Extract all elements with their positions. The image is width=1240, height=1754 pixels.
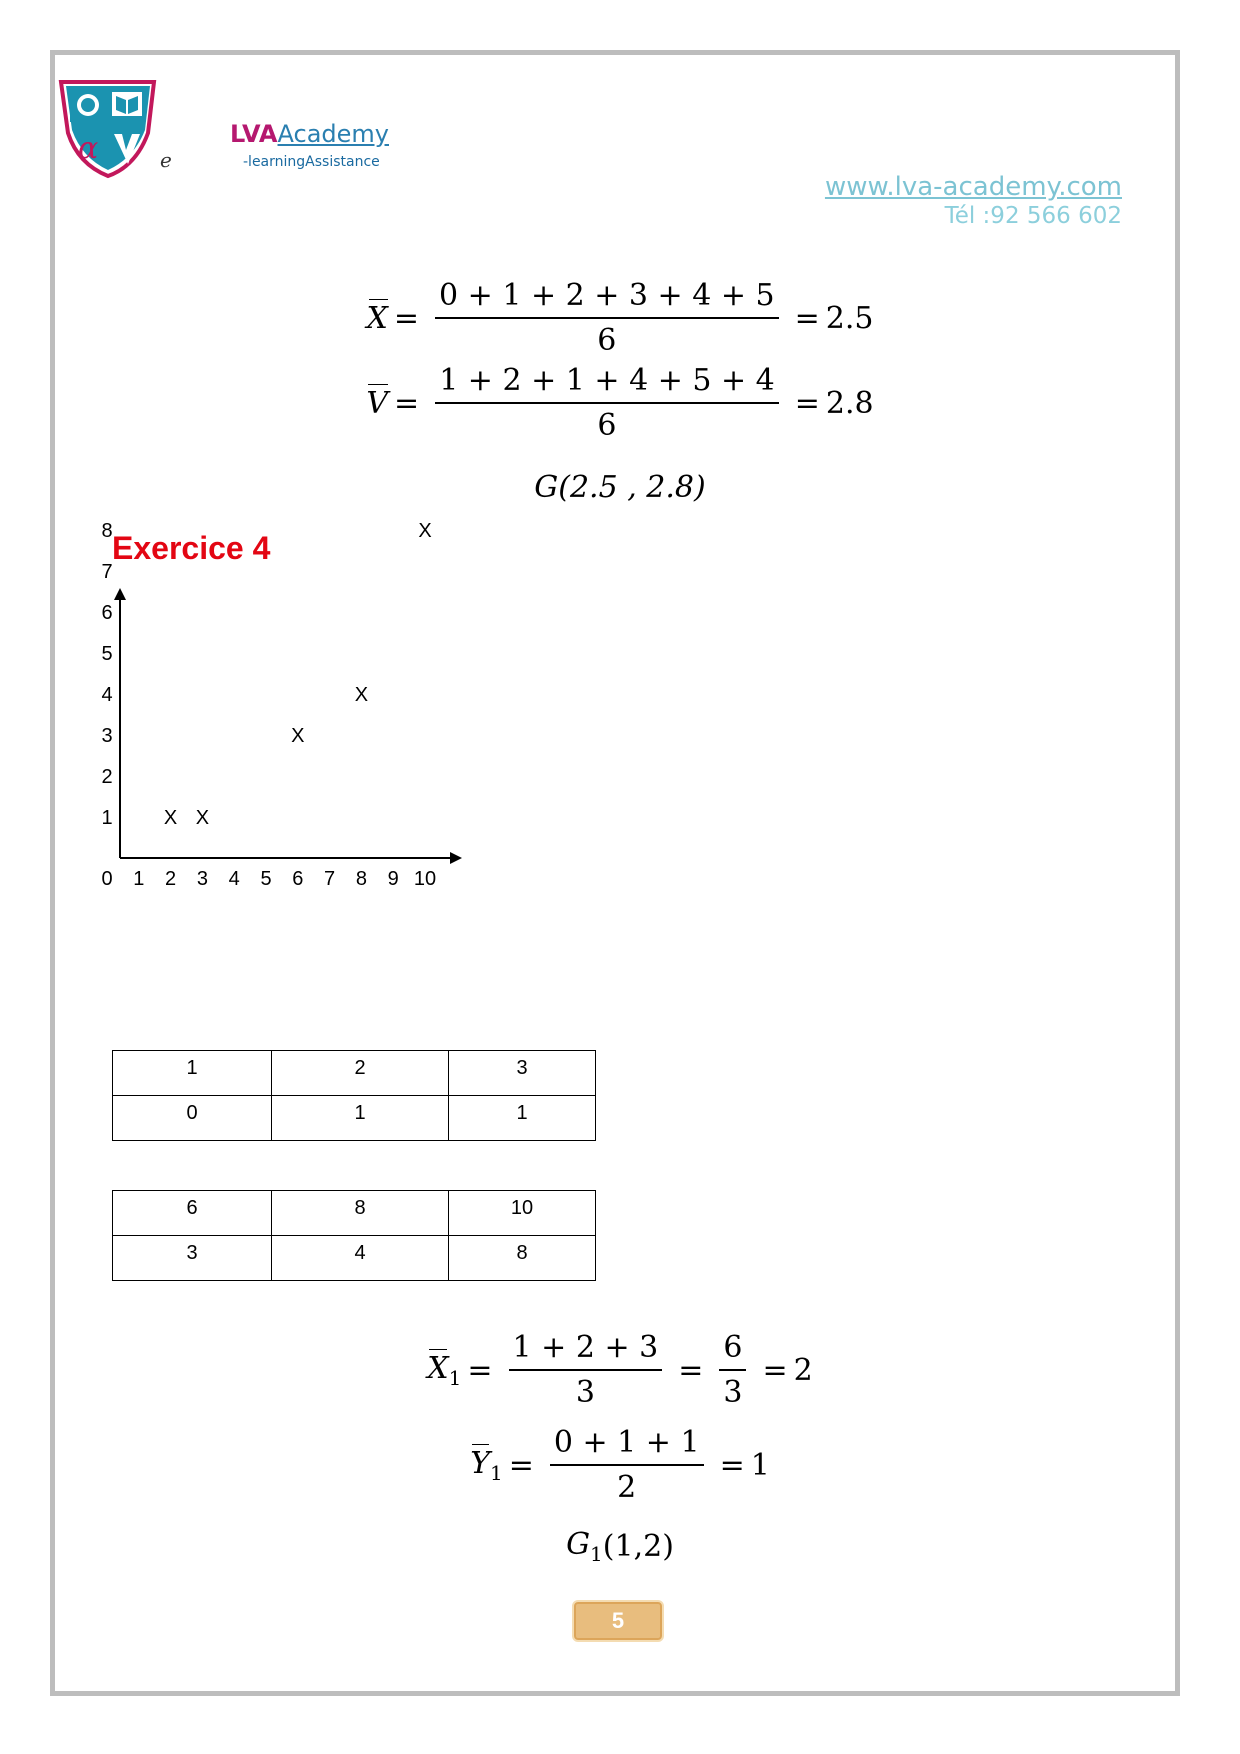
point-g-text: G(2.5 , 2.8) bbox=[534, 470, 706, 505]
x-tick-label: 8 bbox=[355, 868, 367, 890]
brand-prefix: LVA bbox=[230, 120, 278, 148]
equals-sign: = bbox=[719, 1447, 745, 1483]
data-table-1 bbox=[112, 1050, 596, 1141]
data-table-2 bbox=[112, 1190, 596, 1281]
equals-sign: = bbox=[794, 300, 820, 336]
table-row bbox=[113, 1236, 596, 1281]
equation-y1-bar bbox=[0, 1425, 1240, 1505]
result: 2 bbox=[793, 1352, 813, 1388]
point-g1 bbox=[0, 1527, 1240, 1566]
data-point: X bbox=[195, 807, 210, 829]
table-cell: 1 bbox=[113, 1051, 272, 1096]
equals-sign: = bbox=[394, 385, 420, 421]
table-row bbox=[113, 1051, 596, 1096]
brand-suffix[interactable]: Academy bbox=[277, 120, 389, 148]
result: 2.5 bbox=[825, 300, 874, 336]
x-bar-symbol: X bbox=[366, 300, 388, 336]
denominator: 6 bbox=[597, 408, 617, 443]
numerator: 1 + 2 + 1 + 4 + 5 + 4 bbox=[435, 363, 779, 404]
y-tick-label: 7 bbox=[101, 561, 113, 583]
equals-sign: = bbox=[794, 385, 820, 421]
x-tick-label: 4 bbox=[228, 868, 240, 890]
phone-number: Tél :92 566 602 bbox=[944, 203, 1122, 229]
brand-name bbox=[230, 120, 389, 148]
numerator: 0 + 1 + 2 + 3 + 4 + 5 bbox=[435, 278, 779, 319]
equation-x-bar bbox=[0, 278, 1240, 358]
fraction bbox=[435, 278, 779, 358]
table-row bbox=[113, 1191, 596, 1236]
equals-sign: = bbox=[678, 1352, 704, 1388]
y-tick-label: 5 bbox=[101, 643, 113, 665]
x-tick-label: 0 bbox=[101, 868, 113, 890]
logo-e-letter: e bbox=[160, 148, 172, 172]
result: 2.8 bbox=[825, 385, 874, 421]
brand-tagline: -learningAssistance bbox=[243, 154, 380, 170]
x-tick-label: 1 bbox=[133, 868, 145, 890]
x1-bar-symbol: $X_1$ bbox=[427, 1350, 462, 1390]
page-number: 5 bbox=[572, 1600, 664, 1642]
x-axis-arrow bbox=[450, 852, 462, 864]
equals-sign: = bbox=[508, 1447, 534, 1483]
fraction bbox=[509, 1330, 663, 1410]
svg-text:α: α bbox=[78, 131, 99, 166]
y-tick-label: 3 bbox=[101, 725, 113, 747]
denominator: 3 bbox=[575, 1375, 595, 1410]
denominator: 3 bbox=[723, 1375, 743, 1410]
g1-name: $G_1$ bbox=[566, 1527, 603, 1566]
data-point: X bbox=[354, 684, 369, 706]
table-cell: 6 bbox=[113, 1191, 272, 1236]
equals-sign: = bbox=[762, 1352, 788, 1388]
denominator: 2 bbox=[617, 1470, 637, 1505]
x-tick-label: 10 bbox=[413, 868, 437, 890]
x-tick-label: 5 bbox=[260, 868, 272, 890]
website-link[interactable]: www.lva-academy.com bbox=[824, 172, 1122, 202]
table-row bbox=[113, 1096, 596, 1141]
g1-coords: (1,2) bbox=[602, 1529, 674, 1564]
table-cell: 4 bbox=[272, 1236, 449, 1281]
denominator: 6 bbox=[597, 323, 617, 358]
fraction bbox=[435, 363, 779, 443]
equals-sign: = bbox=[393, 300, 420, 336]
result: 1 bbox=[750, 1447, 770, 1483]
x-tick-label: 6 bbox=[292, 868, 304, 890]
table-cell: 1 bbox=[449, 1096, 596, 1141]
table-cell: 10 bbox=[449, 1191, 596, 1236]
y-tick-label: 6 bbox=[101, 602, 113, 624]
numerator: 0 + 1 + 1 bbox=[550, 1425, 704, 1466]
x-tick-label: 7 bbox=[324, 868, 336, 890]
y-tick-label: 1 bbox=[101, 807, 113, 829]
table-cell: 8 bbox=[449, 1236, 596, 1281]
y-axis-arrow bbox=[114, 588, 126, 600]
numerator: 6 bbox=[719, 1330, 746, 1371]
table-cell: 2 bbox=[272, 1051, 449, 1096]
y1-bar-symbol: $Y_1$ bbox=[470, 1445, 503, 1485]
table-cell: 0 bbox=[113, 1096, 272, 1141]
y-tick-label: 8 bbox=[101, 520, 113, 542]
exercise-title: Exercice 4 bbox=[112, 530, 271, 566]
x-tick-label: 3 bbox=[196, 868, 208, 890]
data-point: X bbox=[418, 520, 432, 542]
data-point: X bbox=[163, 807, 178, 829]
equals-sign: = bbox=[467, 1352, 493, 1388]
x-tick-label: 9 bbox=[387, 868, 399, 890]
lva-shield-logo bbox=[56, 78, 166, 178]
point-g bbox=[0, 470, 1240, 505]
equation-x1-bar bbox=[0, 1330, 1240, 1410]
v-bar-symbol: V bbox=[366, 385, 389, 421]
fraction-simplified bbox=[719, 1330, 746, 1410]
y-tick-label: 4 bbox=[101, 684, 113, 706]
table-cell: 1 bbox=[272, 1096, 449, 1141]
equation-v-bar bbox=[0, 363, 1240, 443]
data-point: X bbox=[291, 725, 305, 747]
numerator: 1 + 2 + 3 bbox=[509, 1330, 663, 1371]
y-tick-label: 2 bbox=[101, 766, 113, 788]
fraction bbox=[550, 1425, 704, 1505]
table-cell: 3 bbox=[113, 1236, 272, 1281]
table-cell: 8 bbox=[272, 1191, 449, 1236]
x-tick-label: 2 bbox=[165, 868, 177, 890]
table-cell: 3 bbox=[449, 1051, 596, 1096]
